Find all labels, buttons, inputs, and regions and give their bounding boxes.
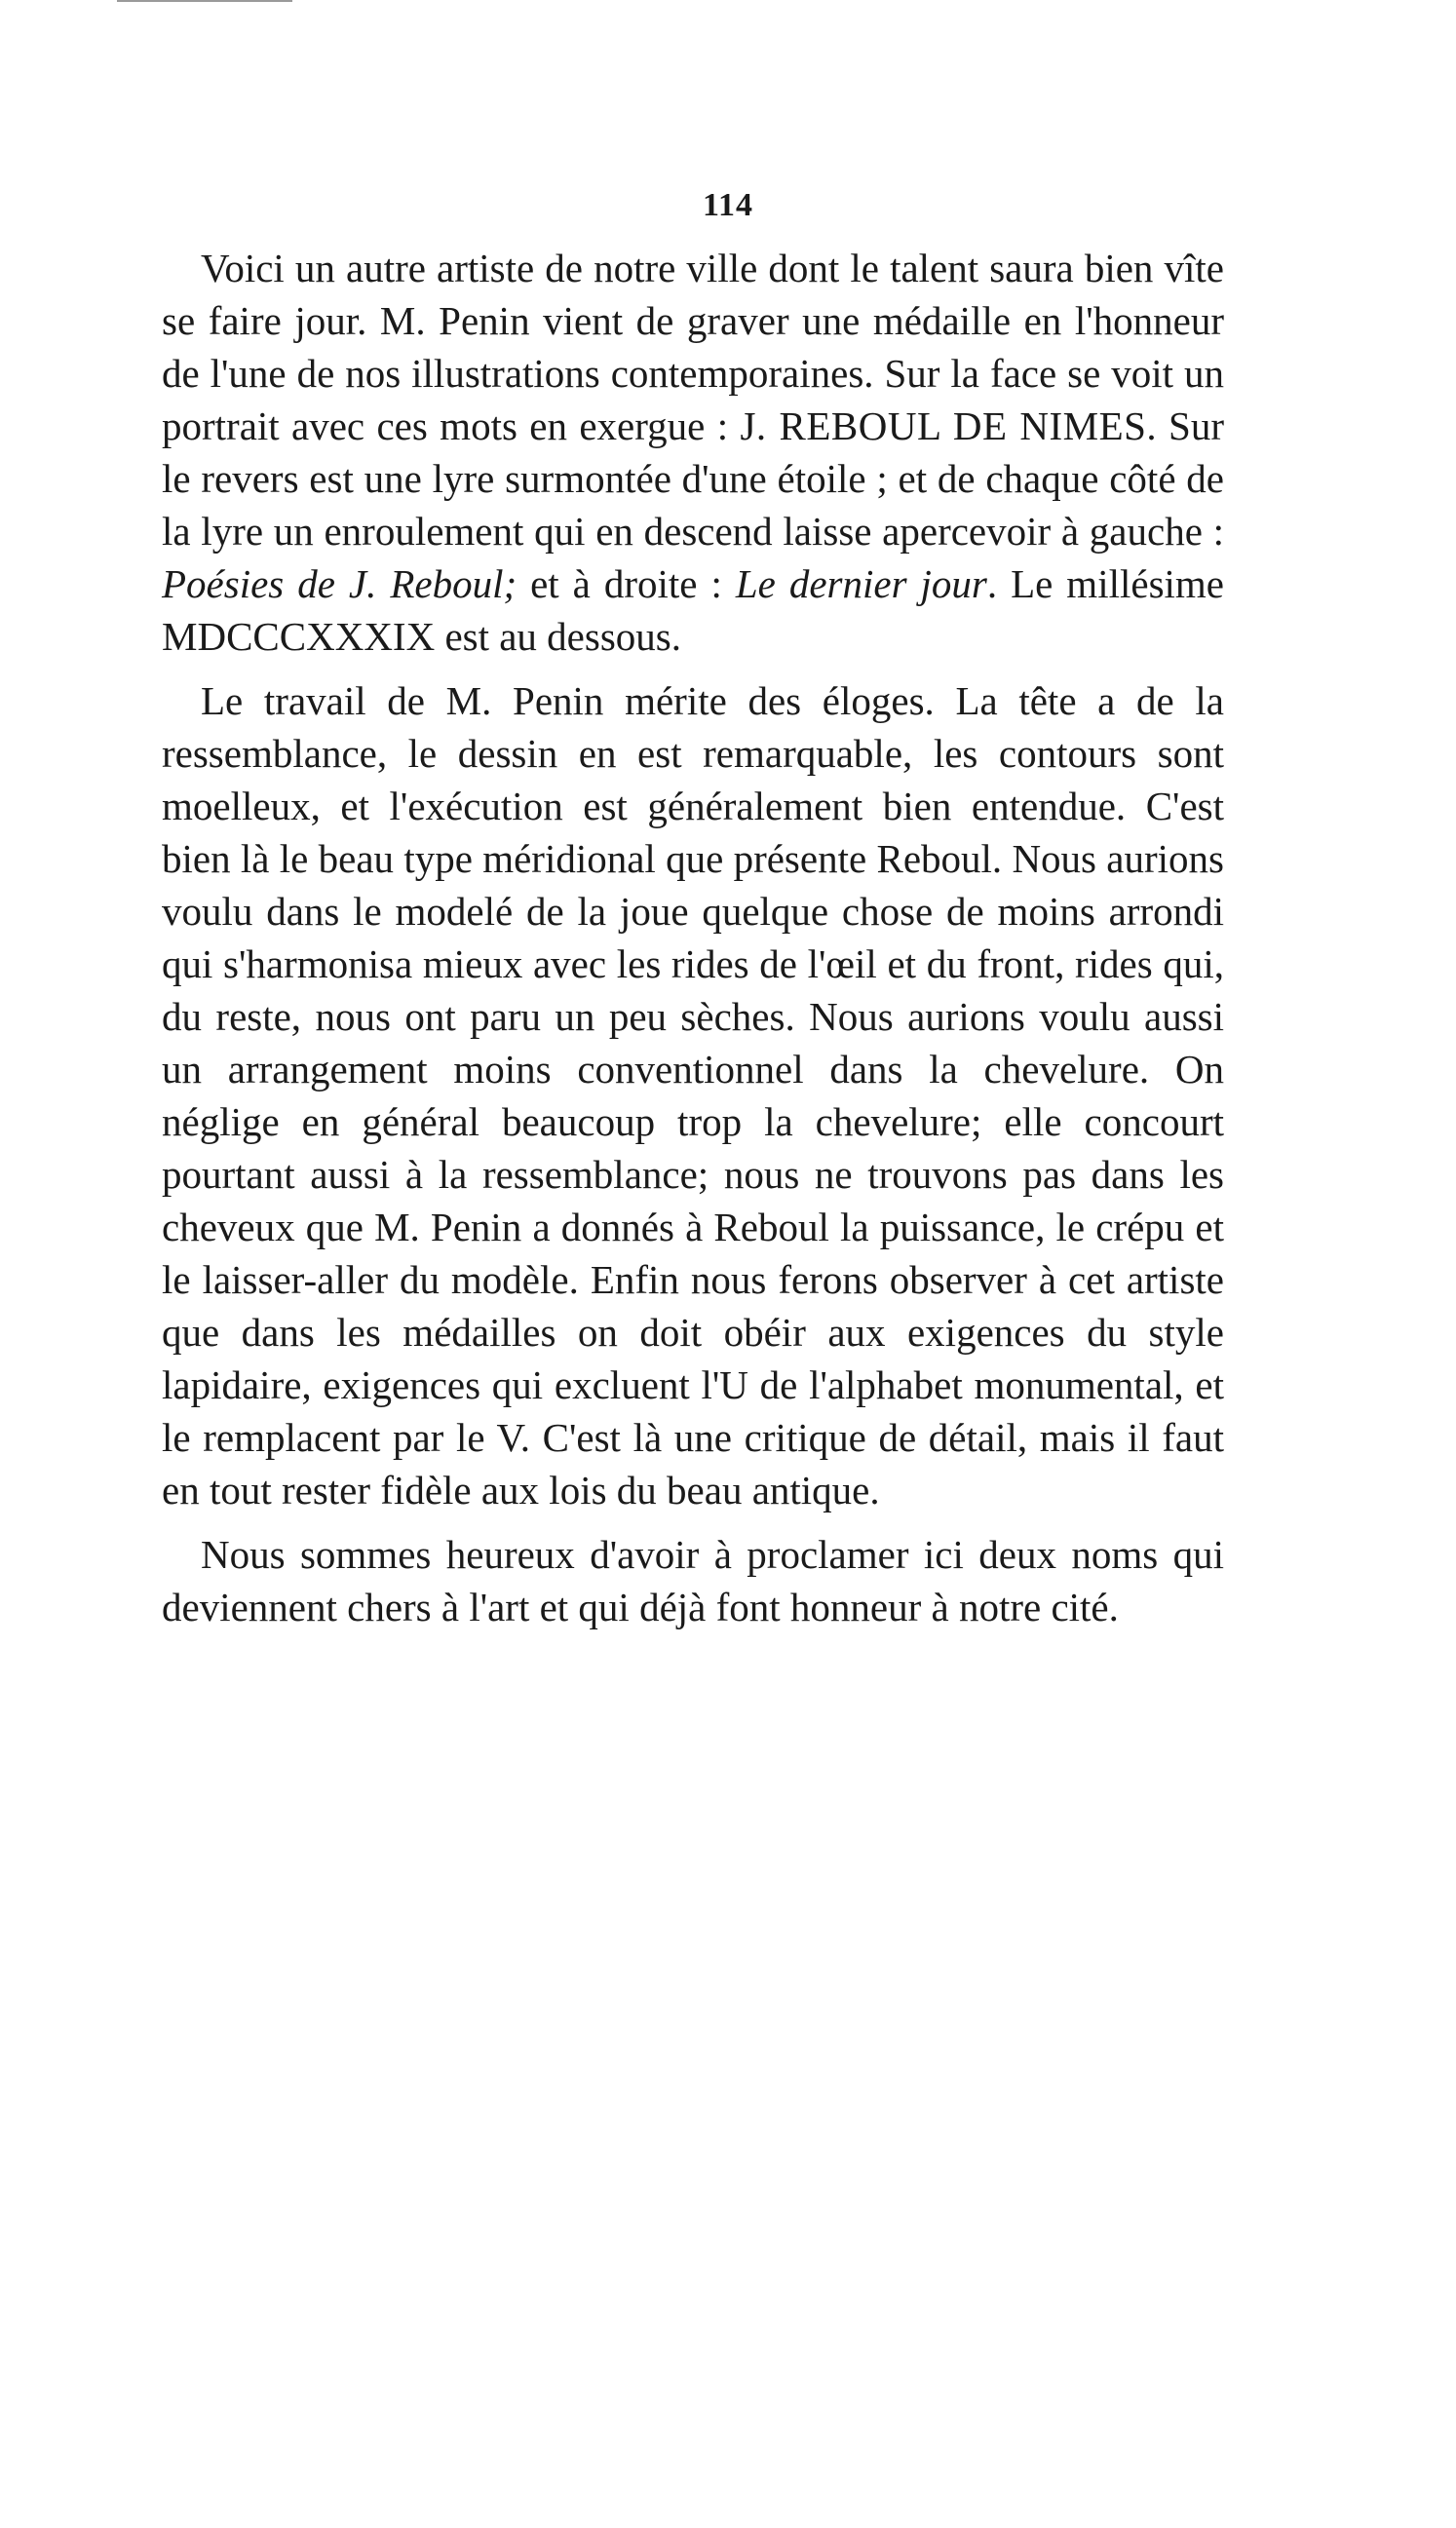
right-inscription: Le dernier jour — [735, 561, 987, 606]
exergue-inscription: J. REBOUL DE NIMES — [740, 403, 1147, 448]
paragraph-3-text: Nous sommes heureux d'avoir à proclamer ici deux noms qui deviennent chers à l'art et qui déjà font honneur à notre cité. — [162, 1532, 1224, 1629]
paragraph-2 — [162, 674, 1224, 1516]
scan-edge-mark — [117, 0, 292, 4]
paragraph-1-text: . Le millésime MDCCCXXXIX est au dessous. — [162, 561, 1225, 659]
page-number: 114 — [702, 187, 754, 223]
paragraph-3 — [162, 1528, 1224, 1633]
paragraph-1-text: et à droite : — [517, 561, 736, 606]
body-text — [162, 242, 1224, 1645]
paragraph-1-text: Voici un autre artiste de notre ville dont le talent saura bien vîte se faire jour. M. Penin vient de graver une médaille en l'honneur de l'une de nos illustrations contemporaines. Sur la face se voit un portrait avec ces mots en exergue : — [162, 246, 1224, 448]
paragraph-1 — [162, 242, 1224, 663]
paragraph-2-text: Le travail de M. Penin mérite des éloges. La tête a de la ressemblance, le dessin en est remarquable, les contours sont moelleux, et l'exécution est généralement bien entendue. C'est bien là le beau type méridional que présente Reboul. Nous aurions voulu dans le modelé de la joue quelque chose de moins arrondi qui s'harmonisa mieux avec les rides de l'œil et du front, rides qui, du reste, nous ont paru un peu sèches. Nous aurions voulu aussi un arrangement moins conventionnel dans la chevelure. On néglige en général beaucoup trop la chevelure; elle concourt pourtant aussi à la ressemblance; nous ne trouvons pas dans les cheveux que M. Penin a donnés à Reboul la puissance, le crépu et le laisser-aller du modèle. Enfin nous ferons observer à cet artiste que dans les médailles on doit obéir aux exigences du style lapidaire, exigences qui excluent l'U de l'alphabet monumental, et le remplacent par le V. C'est là une critique de détail, mais il faut en tout rester fidèle aux lois du beau antique. — [162, 678, 1224, 1513]
left-inscription: Poésies de J. Reboul; — [162, 561, 517, 606]
paragraph-1-text: . Sur le revers est une lyre surmontée d'une étoile ; et de chaque côté de la lyre un enroulement qui en descend laisse apercevoir à gauche : — [162, 403, 1224, 554]
